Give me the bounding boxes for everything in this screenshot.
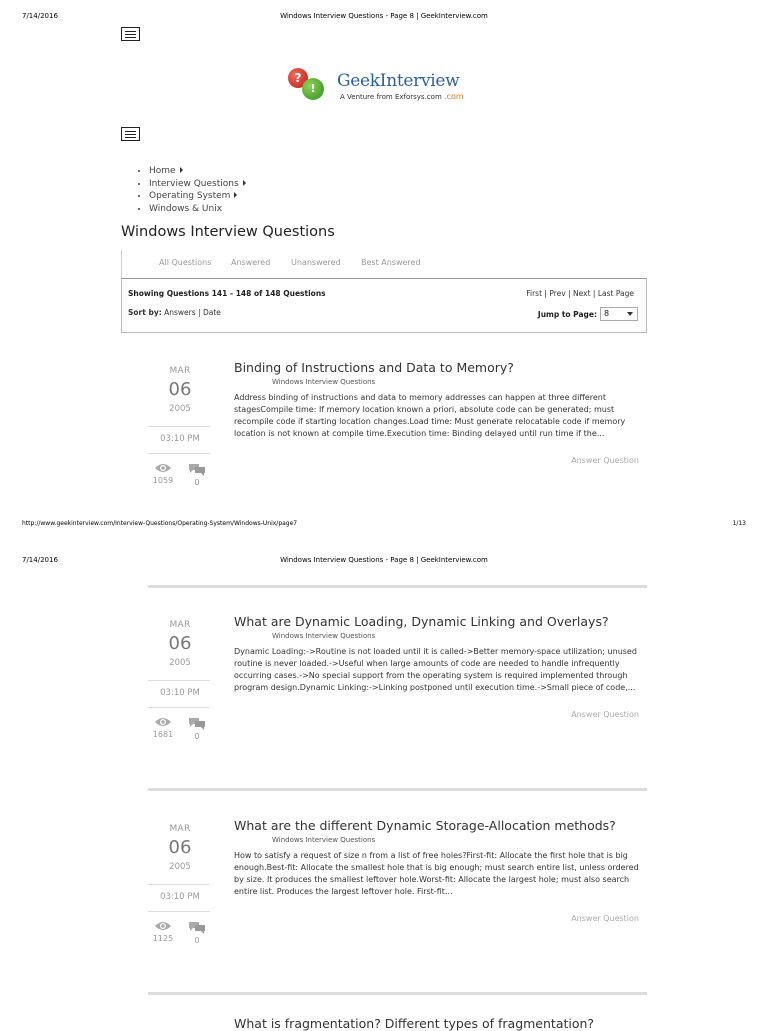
tab-answered[interactable]: Answered [231,258,271,267]
question-category[interactable]: Windows Interview Questions [272,378,376,386]
arrow-right-icon [180,167,183,173]
question-tabs [121,250,647,278]
views-stat [152,920,174,943]
sort-date-link[interactable]: Date [202,308,221,317]
tab-unanswered[interactable]: Unanswered [291,258,341,267]
answers-count: 0 [194,936,200,945]
question-ball-icon: ? [288,68,308,88]
question-excerpt: How to satisfy a request of size n from a list of free holes?First-fit: Allocate the first hole that is big enough.Best-fit: Allocate the smallest hole that is big enough; must search entire list, unless ordered by size. It produces the smallest leftover hole.Worst-fit: Allocate the largest hole; must also search entire list. Produces the largest leftover hole. First-fit... [234,851,639,896]
question-excerpt: Address binding of instructions and data to memory addresses can happen at three different stagesCompile time: If memory location known a priori, absolute code can be generated; must recompile code if starting location changes.Load time: Must generate relocatable code if memory location is not known at compile time.Execution time: Binding delayed until run time if the... [234,393,626,438]
views-stat [152,716,174,739]
breadcrumb-operating-system[interactable]: Operating System [149,191,231,201]
answers-count: 0 [194,478,200,487]
answers-count: 0 [194,732,200,741]
question-month: MAR [169,620,191,630]
logo-tagline: A Venture from Exforsys.com .com [340,92,464,101]
breadcrumb-windows-unix: Windows & Unix [149,203,223,214]
arrow-right-icon [234,192,237,198]
comments-icon [188,920,206,934]
separator [148,788,647,791]
question-time: 03:10 PM [160,434,200,444]
tab-all-questions[interactable]: All Questions [159,258,212,267]
question-day: 06 [168,633,192,654]
breadcrumb-interview-questions[interactable]: Interview Questions [149,178,239,189]
print-date: 7/14/2016 [22,556,58,564]
nav-menu-button[interactable] [121,127,140,141]
question-time: 03:10 PM [160,892,200,902]
breadcrumb [137,165,246,215]
answer-question-link[interactable]: Answer Question [571,456,639,465]
separator [148,992,647,995]
question-category[interactable]: Windows Interview Questions [272,836,376,844]
arrow-right-icon [243,180,246,186]
question-month: MAR [169,824,191,834]
print-title: Windows Interview Questions - Page 8 | GeekInterview.com [280,12,488,20]
jump-to-page [538,307,638,321]
sort-by: Sort by: Answers | Date [128,308,221,317]
pager-last-link[interactable]: Last Page [597,289,634,298]
comments-icon [188,462,206,476]
breadcrumb-home[interactable]: Home [149,166,176,176]
showing-count: Showing Questions 141 - 148 of 148 Questions [128,289,326,298]
question-category[interactable]: Windows Interview Questions [272,632,376,640]
answer-question-link[interactable]: Answer Question [571,710,639,719]
question-title[interactable]: What are the different Dynamic Storage-Allocation methods? [234,818,616,833]
answers-stat [186,716,208,741]
question-year: 2005 [169,658,191,668]
sort-answers-link[interactable]: Answers [164,308,196,317]
views-count: 1059 [152,476,174,485]
pager: First | Prev | Next | Last Page [526,289,634,298]
question-year: 2005 [169,862,191,872]
listing-controls [121,278,647,333]
print-title: Windows Interview Questions - Page 8 | GeekInterview.com [280,556,488,564]
question-day: 06 [168,837,192,858]
views-count: 1125 [152,934,174,943]
answers-stat [186,462,208,487]
separator [148,585,647,588]
question-title[interactable]: What are Dynamic Loading, Dynamic Linking and Overlays? [234,614,609,629]
print-date: 7/14/2016 [22,12,58,20]
views-count: 1681 [152,730,174,739]
jump-page-select[interactable]: 8 [600,307,638,321]
print-url: http://www.geekinterview.com/Interview-Questions/Operating-System/Windows-Unix/page7 [22,520,298,527]
question-title[interactable]: What is fragmentation? Different types of fragmentation? [234,1016,595,1031]
menu-toggle-button[interactable] [121,27,140,41]
question-year: 2005 [169,404,191,414]
comments-icon [188,716,206,730]
eye-icon [154,920,172,932]
logo-name: GeekInterview [337,71,460,91]
views-stat [152,462,174,485]
question-time: 03:10 PM [160,688,200,698]
hamburger-icon [125,131,136,132]
pager-prev-link[interactable]: Prev [549,289,566,298]
answers-stat [186,920,208,945]
question-title[interactable]: Binding of Instructions and Data to Memory? [234,360,514,375]
site-logo[interactable] [288,66,468,106]
tab-best-answered[interactable]: Best Answered [361,258,421,267]
pager-first-link[interactable]: First [526,289,543,298]
answer-question-link[interactable]: Answer Question [571,914,639,923]
exclaim-ball-icon: ! [302,78,324,100]
eye-icon [154,716,172,728]
question-month: MAR [169,366,191,376]
chevron-down-icon [627,312,633,316]
question-day: 06 [168,379,192,400]
eye-icon [154,462,172,474]
page-title: Windows Interview Questions [121,224,335,240]
hamburger-icon [125,31,136,32]
question-excerpt: Dynamic Loading:->Routine is not loaded until it is called->Better memory-space utilization; unused routine is never loaded.->Useful when large amounts of code are needed to handle infrequently occurring cases.->No special support from the operating system is required implemented through program design.Dynamic Linking:->Linking postponed until execution time.->Small piece of code,... [234,647,637,692]
print-page-number: 1/13 [732,520,746,527]
jump-label: Jump to Page: [537,309,597,319]
pager-next-link[interactable]: Next [573,289,591,298]
